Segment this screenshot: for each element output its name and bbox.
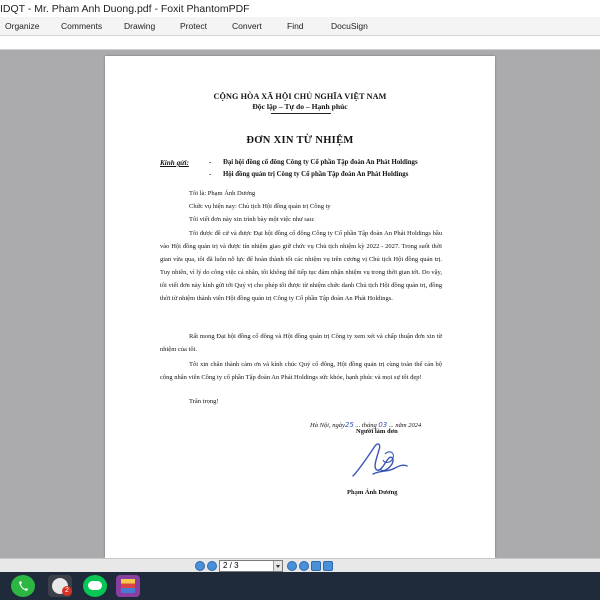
signer-label: Người làm đơn [356,428,398,435]
menu-drawing[interactable]: Drawing [124,21,156,31]
date-year: năm 2024 [395,422,422,429]
kinh-gui-label: Kính gửi: [160,159,189,167]
previous-page-icon[interactable] [207,561,217,571]
motto: Độc lập – Tự do – Hạnh phúc [252,102,348,111]
date-place: Hà Nội, ngày [310,422,345,429]
recipient-dash: - [209,170,212,178]
menu-docusign[interactable]: DocuSign [331,21,368,31]
date-line: Hà Nội, ngày25 ... tháng 03 ... năm 2024 [310,421,422,429]
intro-purpose: Tôi viết đơn này xin trình bày một việc như sau: [189,216,315,223]
phone-icon [11,575,35,597]
last-page-icon[interactable] [299,561,309,571]
pdf-page [105,56,495,558]
page-number-value: 2 / 3 [223,561,239,570]
menu-comments[interactable]: Comments [61,21,103,31]
window-title: IDQT - Mr. Pham Anh Duong.pdf - Foxit PhantomPDF [0,3,250,15]
date-month: 03 [378,421,388,429]
window-title-bar [0,0,600,17]
intro-position: Chức vụ hiện nay: Chủ tịch Hội đồng quản trị Công ty [189,203,331,210]
next-page-icon[interactable] [287,561,297,571]
ribbon-area [0,36,600,50]
signer-name: Phạm Ánh Dương [347,489,398,496]
document-title: ĐƠN XIN TỪ NHIỆM [246,135,354,146]
winrar-icon[interactable] [116,575,140,597]
go-forward-icon[interactable] [323,561,333,571]
paragraph-2: Rất mong Đại hội đồng cổ đông và Hội đồng quản trị Công ty xem xét và chấp thuận đơn xin từ nhiệm của tôi. [160,333,442,353]
motto-underline [271,113,331,114]
date-day: 25 [344,421,354,429]
menu-convert[interactable]: Convert [232,21,262,31]
chat-bubble-icon [88,581,102,590]
menu-bar [0,17,600,36]
paragraph-1: Tôi được đề cử và được Đại hội đồng cổ đông Công ty Cổ phần Tập đoàn An Phát Holdings bầu vào Hội đồng quản trị và được tín nhiệm giao giữ chức vụ Chủ tịch nhiệm kỳ 2022 - 2027. Trong suốt thời gian vừa qua, tôi đã luôn nỗ lực để hoàn thành tốt các nhiệm vụ trên cương vị Chủ tịch Hội đồng quản trị. Tuy nhiên, vì lý do công việc cá nhân, tôi không thể tiếp tục đảm nhận nhiệm vụ trong thời gian tới. Do vậy, tôi viết đơn này kính gửi tới Quý vị cho phép tôi được từ nhiệm chức danh Chủ tịch Hội đồng quản trị, đồng thời từ nhiệm thành viên Hội đồng quản trị Công ty Cổ phần Tập đoàn An Phát Holdings. [160,230,442,302]
signature-image [345,436,415,486]
national-header: CỘNG HÒA XÃ HỘI CHỦ NGHĨA VIỆT NAM [213,92,387,101]
recipient-dash: - [209,158,212,166]
page-number-field[interactable] [219,560,283,572]
notification-badge: 2 [62,586,72,596]
closing: Trân trọng! [189,398,219,405]
chrome-icon[interactable] [48,575,72,597]
chevron-down-icon[interactable] [273,561,282,571]
paragraph-3: Tôi xin chân thành cảm ơn và kính chúc Quý cổ đông, Hội đồng quản trị cùng toàn thể cán bộ công nhân viên Công ty cổ phần Tập đoàn An Phát Holdings sức khỏe, hạnh phúc và mọi sự tốt đẹp! [160,361,442,381]
first-page-icon[interactable] [195,561,205,571]
date-month-label: tháng [361,422,377,429]
menu-find[interactable]: Find [287,21,304,31]
taskbar [0,572,600,600]
page-navigation-bar [0,558,600,572]
document-viewer[interactable] [0,50,600,558]
menu-protect[interactable]: Protect [180,21,207,31]
go-back-icon[interactable] [311,561,321,571]
intro-name: Tôi là: Phạm Ánh Dương [189,190,256,197]
menu-organize[interactable]: Organize [5,21,40,31]
recipient-2: Hội đồng quản trị Công ty Cổ phần Tập đoàn An Phát Holdings [223,171,409,178]
line-icon[interactable] [83,575,107,597]
books-icon [121,579,135,593]
recipient-1: Đại hội đồng cổ đông Công ty Cổ phần Tập đoàn An Phát Holdings [223,159,418,166]
whatsapp-icon[interactable] [11,575,35,597]
